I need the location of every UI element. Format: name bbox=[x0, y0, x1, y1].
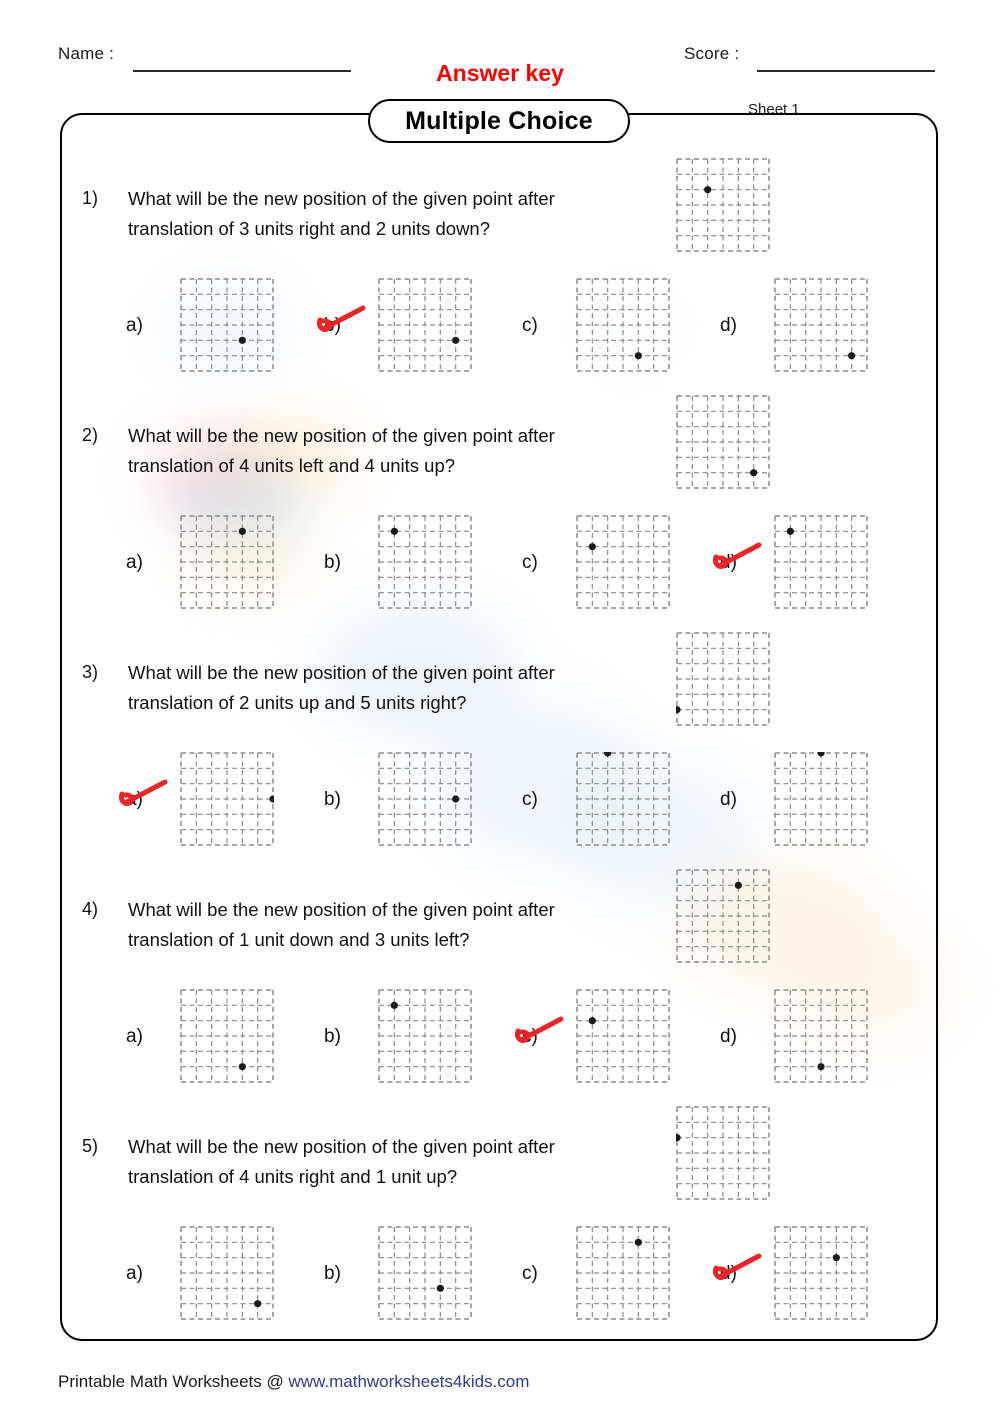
option-label-b[interactable]: b) bbox=[324, 1026, 341, 1047]
option-label-b[interactable]: b) bbox=[324, 552, 341, 573]
option-grid-svg-a bbox=[180, 752, 274, 846]
prompt-grid-svg bbox=[676, 158, 770, 252]
option-label-a[interactable]: a) bbox=[126, 1026, 143, 1047]
prompt-grid-svg bbox=[676, 395, 770, 489]
option-grid-c[interactable] bbox=[576, 1226, 670, 1320]
plotted-point bbox=[589, 543, 596, 550]
option-label-c[interactable]: c) bbox=[522, 1263, 538, 1284]
plotted-point bbox=[704, 186, 711, 193]
answer-key-banner: Answer key bbox=[436, 60, 564, 86]
name-label: Name : bbox=[58, 44, 114, 63]
score-label: Score : bbox=[684, 44, 740, 63]
option-label-c[interactable]: c) bbox=[522, 789, 538, 810]
option-label-d[interactable]: d) bbox=[720, 1263, 737, 1284]
option-grid-svg-a bbox=[180, 1226, 274, 1320]
option-grid-svg-d bbox=[774, 752, 868, 846]
option-label-a[interactable]: a) bbox=[126, 789, 143, 810]
option-label-d[interactable]: d) bbox=[720, 315, 737, 336]
prompt-grid bbox=[676, 395, 770, 489]
prompt-grid-svg bbox=[676, 869, 770, 963]
option-grid-a[interactable] bbox=[180, 989, 274, 1083]
prompt-grid-svg bbox=[676, 632, 770, 726]
option-grid-a[interactable] bbox=[180, 515, 274, 609]
option-grid-c[interactable] bbox=[576, 515, 670, 609]
question-number: 5) bbox=[82, 1136, 99, 1156]
question-text-line-1: What will be the new position of the given point after bbox=[128, 662, 555, 683]
question-number: 4) bbox=[82, 899, 99, 919]
option-grid-svg-b bbox=[378, 515, 472, 609]
plotted-point bbox=[848, 352, 855, 359]
page-title: Multiple Choice bbox=[405, 106, 593, 135]
plotted-point bbox=[676, 1134, 681, 1141]
question-text-line-1: What will be the new position of the given point after bbox=[128, 425, 555, 446]
question-text-line-2: translation of 3 units right and 2 units down? bbox=[128, 218, 491, 239]
sheet-number: Sheet 1 bbox=[748, 101, 800, 118]
plotted-point bbox=[452, 337, 459, 344]
option-grid-d[interactable] bbox=[774, 515, 868, 609]
option-label-c[interactable]: c) bbox=[522, 552, 538, 573]
worksheet-title-pill bbox=[368, 99, 630, 143]
plotted-point bbox=[437, 1285, 444, 1292]
option-grid-svg-d bbox=[774, 515, 868, 609]
plotted-point bbox=[254, 1300, 261, 1307]
prompt-grid bbox=[676, 632, 770, 726]
question-text-line-2: translation of 4 units left and 4 units up? bbox=[128, 455, 456, 476]
plotted-point bbox=[635, 352, 642, 359]
option-grid-a[interactable] bbox=[180, 1226, 274, 1320]
plotted-point bbox=[676, 706, 681, 713]
plotted-point bbox=[391, 528, 398, 535]
option-label-a[interactable]: a) bbox=[126, 1263, 143, 1284]
option-grid-svg-b bbox=[378, 989, 472, 1083]
question-text-line-2: translation of 4 units right and 1 unit up? bbox=[128, 1166, 458, 1187]
option-grid-svg-d bbox=[774, 278, 868, 372]
question-text-line-1: What will be the new position of the given point after bbox=[128, 899, 555, 920]
plotted-point bbox=[239, 1063, 246, 1070]
option-label-d[interactable]: d) bbox=[720, 789, 737, 810]
option-grid-svg-c bbox=[576, 1226, 670, 1320]
option-grid-svg-b bbox=[378, 278, 472, 372]
question-text bbox=[128, 1132, 673, 1192]
option-grid-b[interactable] bbox=[378, 989, 472, 1083]
option-grid-svg-c bbox=[576, 989, 670, 1083]
footer-url[interactable]: www.mathworksheets4kids.com bbox=[288, 1372, 530, 1391]
question-text bbox=[128, 421, 673, 481]
prompt-grid-svg bbox=[676, 1106, 770, 1200]
question-number: 3) bbox=[82, 662, 99, 682]
option-grid-a[interactable] bbox=[180, 278, 274, 372]
option-label-b[interactable]: b) bbox=[324, 315, 341, 336]
option-grid-svg-c bbox=[576, 278, 670, 372]
option-grid-svg-d bbox=[774, 1226, 868, 1320]
option-grid-b[interactable] bbox=[378, 752, 472, 846]
plotted-point bbox=[589, 1017, 596, 1024]
option-label-b[interactable]: b) bbox=[324, 1263, 341, 1284]
plotted-point bbox=[735, 882, 742, 889]
prompt-grid bbox=[676, 869, 770, 963]
footer bbox=[58, 1372, 529, 1392]
plotted-point bbox=[239, 528, 246, 535]
option-label-d[interactable]: d) bbox=[720, 1026, 737, 1047]
question-number: 2) bbox=[82, 425, 99, 445]
plotted-point bbox=[787, 528, 794, 535]
plotted-point bbox=[604, 752, 611, 757]
option-label-c[interactable]: c) bbox=[522, 1026, 538, 1047]
option-grid-d[interactable] bbox=[774, 278, 868, 372]
option-grid-d[interactable] bbox=[774, 1226, 868, 1320]
footer-prefix: Printable Math Worksheets @ bbox=[58, 1372, 289, 1391]
option-label-a[interactable]: a) bbox=[126, 315, 143, 336]
option-label-b[interactable]: b) bbox=[324, 789, 341, 810]
option-grid-d[interactable] bbox=[774, 989, 868, 1083]
prompt-grid bbox=[676, 158, 770, 252]
question-text bbox=[128, 658, 673, 718]
question-text-line-2: translation of 1 unit down and 3 units left? bbox=[128, 929, 470, 950]
plotted-point bbox=[817, 1063, 824, 1070]
option-grid-a[interactable] bbox=[180, 752, 274, 846]
plotted-point bbox=[239, 337, 246, 344]
plotted-point bbox=[833, 1254, 840, 1261]
option-label-a[interactable]: a) bbox=[126, 552, 143, 573]
option-grid-svg-a bbox=[180, 515, 274, 609]
option-grid-svg-a bbox=[180, 278, 274, 372]
plotted-point bbox=[391, 1002, 398, 1009]
option-grid-svg-a bbox=[180, 989, 274, 1083]
option-grid-b[interactable] bbox=[378, 1226, 472, 1320]
plotted-point bbox=[269, 795, 274, 802]
prompt-grid bbox=[676, 1106, 770, 1200]
plotted-point bbox=[750, 469, 757, 476]
plotted-point bbox=[452, 795, 459, 802]
option-grid-svg-c bbox=[576, 752, 670, 846]
plotted-point bbox=[635, 1239, 642, 1246]
option-grid-c[interactable] bbox=[576, 278, 670, 372]
option-grid-c[interactable] bbox=[576, 752, 670, 846]
question-text bbox=[128, 184, 673, 244]
question-text bbox=[128, 895, 673, 955]
option-grid-svg-b bbox=[378, 1226, 472, 1320]
option-grid-svg-b bbox=[378, 752, 472, 846]
option-label-c[interactable]: c) bbox=[522, 315, 538, 336]
question-text-line-2: translation of 2 units up and 5 units right? bbox=[128, 692, 467, 713]
option-grid-b[interactable] bbox=[378, 515, 472, 609]
option-grid-c[interactable] bbox=[576, 989, 670, 1083]
option-grid-svg-c bbox=[576, 515, 670, 609]
option-label-d[interactable]: d) bbox=[720, 552, 737, 573]
plotted-point bbox=[817, 752, 824, 757]
question-text-line-1: What will be the new position of the given point after bbox=[128, 188, 555, 209]
question-text-line-1: What will be the new position of the given point after bbox=[128, 1136, 555, 1157]
option-grid-svg-d bbox=[774, 989, 868, 1083]
option-grid-b[interactable] bbox=[378, 278, 472, 372]
option-grid-d[interactable] bbox=[774, 752, 868, 846]
question-number: 1) bbox=[82, 188, 99, 208]
